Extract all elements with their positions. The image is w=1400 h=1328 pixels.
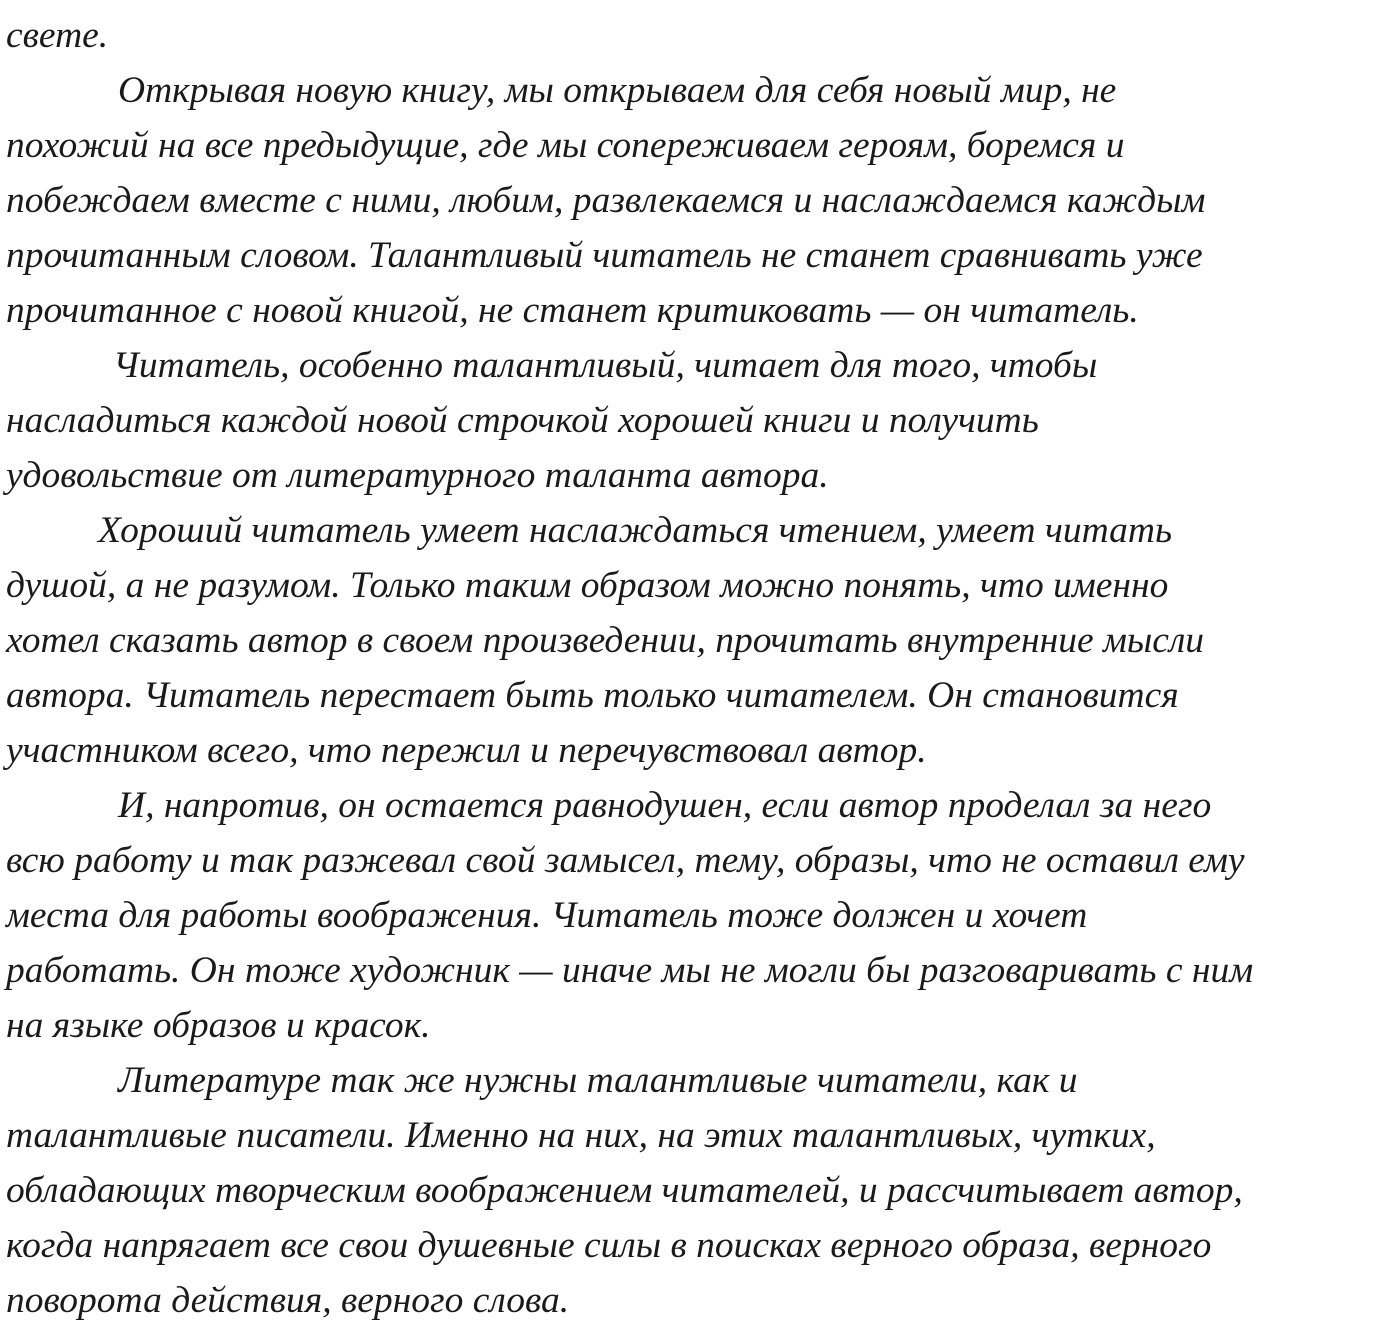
text-line: всю работу и так разжевал свой замысел, тему, образы, что не оставил ему xyxy=(6,840,1245,881)
text-line: когда напрягает все свои душевные силы в поисках верного образа, верного xyxy=(6,1225,1212,1266)
text-line: Читатель, особенно талантливый, читает для того, чтобы xyxy=(113,345,1098,386)
text-line: прочитанным словом. Талантливый читатель не станет сравнивать уже xyxy=(6,235,1203,276)
text-line: работать. Он тоже художник — иначе мы не могли бы разговаривать с ним xyxy=(6,950,1254,991)
text-line: насладиться каждой новой строчкой хорошей книги и получить xyxy=(6,400,1039,441)
paragraph xyxy=(6,778,1398,1053)
text-line: поворота действия, верного слова. xyxy=(6,1280,570,1321)
text-line: участником всего, что пережил и перечувствовал автор. xyxy=(6,730,927,771)
text-line: побеждаем вместе с ними, любим, развлекаемся и наслаждаемся каждым xyxy=(6,180,1206,221)
text-line: И, напротив, он остается равнодушен, если автор проделал за него xyxy=(118,785,1212,826)
text-line: Литературе так же нужны талантливые читатели, как и xyxy=(118,1060,1078,1101)
text-line: похожий на все предыдущие, где мы сопереживаем героям, боремся и xyxy=(6,125,1125,166)
paragraph xyxy=(6,503,1398,778)
paragraph xyxy=(6,338,1398,503)
text-line: автора. Читатель перестает быть только читателем. Он становится xyxy=(6,675,1179,716)
text-line: душой, а не разумом. Только таким образом можно понять, что именно xyxy=(6,565,1169,606)
text-line: места для работы воображения. Читатель тоже должен и хочет xyxy=(6,895,1088,936)
text-line: обладающих творческим воображением читателей, и рассчитывает автор, xyxy=(6,1170,1243,1211)
paragraph xyxy=(6,8,1398,63)
text-line: Хороший читатель умеет наслаждаться чтением, умеет читать xyxy=(98,510,1173,551)
text-line: удовольствие от литературного таланта автора. xyxy=(6,455,829,496)
paragraph xyxy=(6,1053,1398,1328)
document-page xyxy=(6,8,1398,1328)
text-line: на языке образов и красок. xyxy=(6,1005,431,1046)
text-line: хотел сказать автор в своем произведении, прочитать внутренние мысли xyxy=(6,620,1205,661)
text-line: свете. xyxy=(6,15,109,56)
text-line: Открывая новую книгу, мы открываем для себя новый мир, не xyxy=(118,70,1117,111)
text-line: прочитанное с новой книгой, не станет критиковать — он читатель. xyxy=(6,290,1139,331)
text-line: талантливые писатели. Именно на них, на этих талантливых, чутких, xyxy=(6,1115,1156,1156)
paragraph xyxy=(6,63,1398,338)
